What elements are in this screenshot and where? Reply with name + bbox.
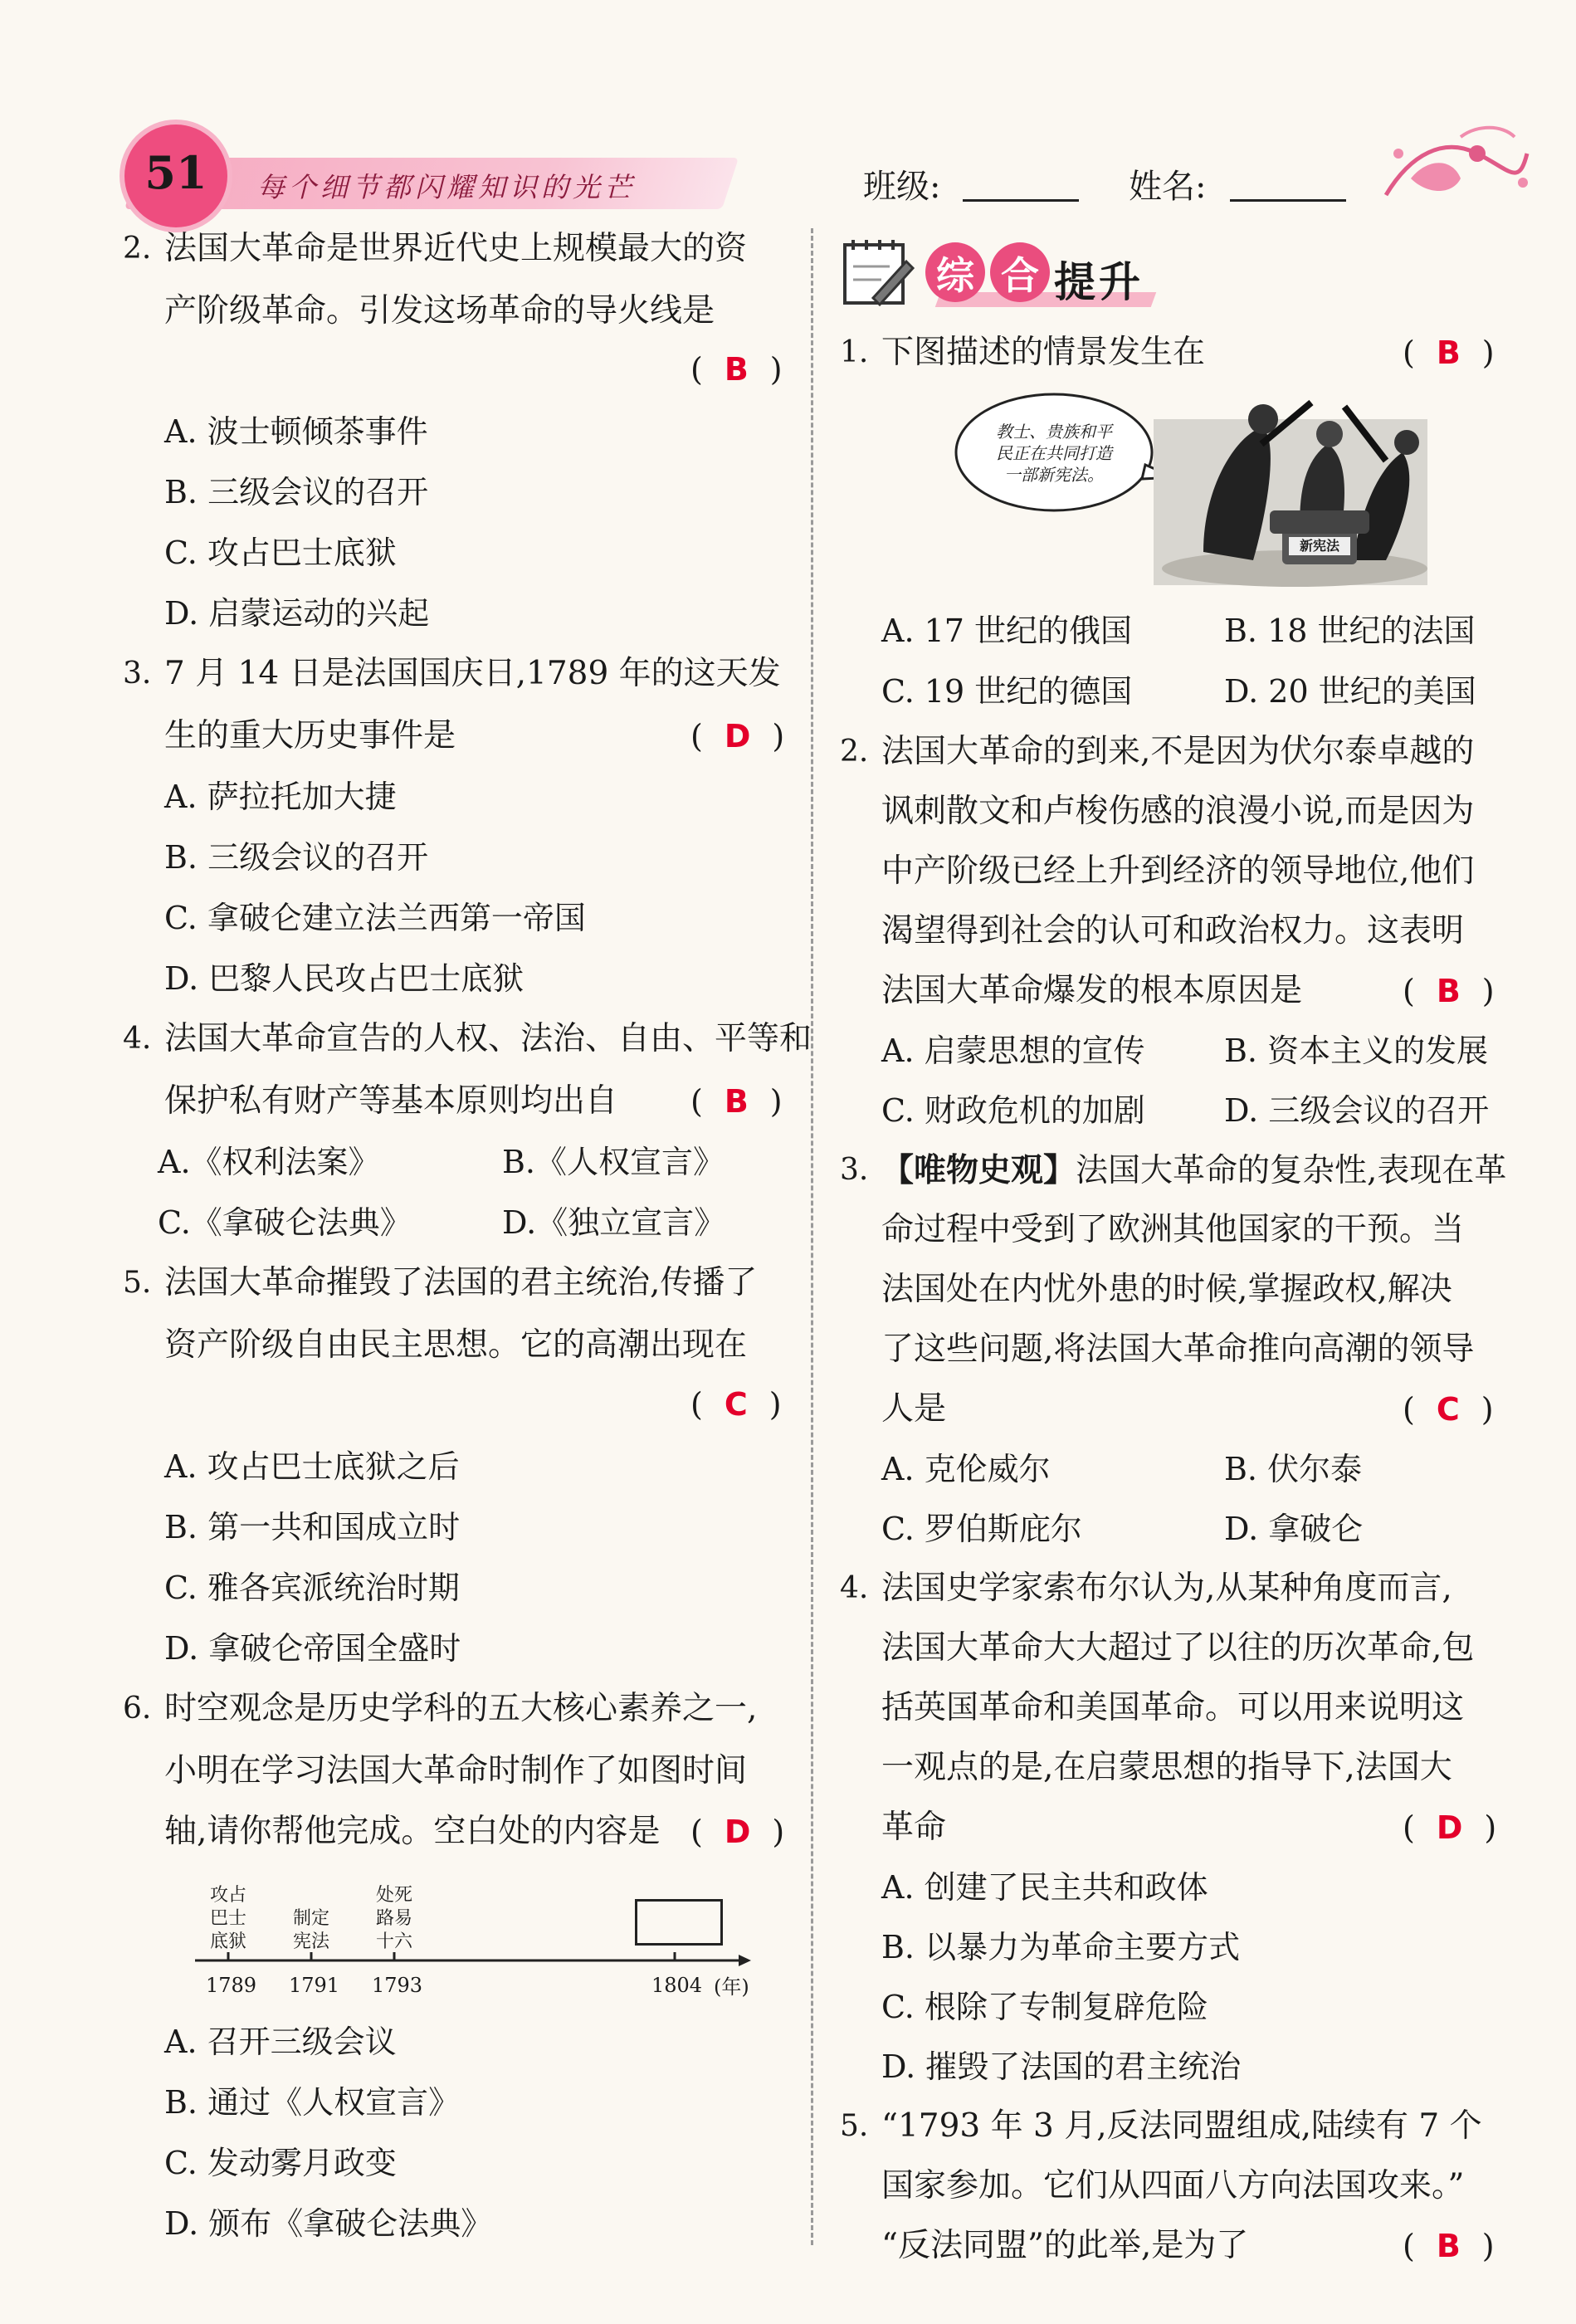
option[interactable]: B. 通过《人权宣言》	[164, 2084, 461, 2121]
question-text: 法国处在内忧外患的时候,掌握政权,解决	[881, 1271, 1452, 1308]
question-text: 讽刺散文和卢梭伤感的浪漫小说,而是因为	[881, 793, 1475, 830]
question-number: 1.	[840, 335, 869, 369]
question-text	[881, 1150, 1506, 1192]
question-text: 时空观念是历史学科的五大核心素养之一,	[164, 1690, 758, 1727]
question-text: 括英国革命和美国革命。可以用来说明这	[881, 1689, 1465, 1726]
option[interactable]: D. 摧毁了法国的君主统治	[881, 2048, 1242, 2085]
question-text: 渴望得到社会的认可和政治权力。这表明	[881, 912, 1465, 950]
question-text: 生的重大历史事件是	[164, 717, 456, 754]
option[interactable]: B. 18 世纪的法国	[1224, 613, 1476, 649]
question-text-part: 法国大革命的复杂性,表现在革	[1076, 1152, 1507, 1189]
header-slogan: 每个细节都闪耀知识的光芒	[257, 171, 636, 203]
timeline-axis	[191, 1949, 772, 1974]
cartoon-illustration	[954, 386, 1436, 589]
answer-bracket: ( D )	[1403, 1809, 1497, 1846]
answer-bracket: ( B )	[1403, 334, 1495, 371]
option[interactable]: A. 萨拉托加大捷	[164, 779, 397, 815]
question-text: 中产阶级已经上升到经济的领导地位,他们	[881, 852, 1475, 890]
cartoon-figures-image	[954, 386, 1436, 589]
timeline-unit: (年)	[714, 1975, 749, 1999]
answer-mark: B	[1436, 334, 1461, 371]
option[interactable]: B. 三级会议的召开	[164, 839, 429, 876]
option[interactable]: C. 发动雾月政变	[164, 2145, 397, 2181]
question-text: 7 月 14 日是法国国庆日,1789 年的这天发	[164, 655, 781, 692]
name-label: 姓名:	[1129, 168, 1207, 206]
question-text: “1793 年 3 月,反法同盟组成,陆续有 7 个	[881, 2107, 1482, 2145]
speech-bubble-text: 教士、贵族和平 民正在共同打造 一部新宪法。	[996, 422, 1112, 485]
question-text: 下图描述的情景发生在	[881, 334, 1206, 371]
answer-mark: B	[1436, 2228, 1461, 2264]
question-number: 4.	[123, 1022, 152, 1056]
question-number: 2.	[123, 232, 152, 266]
flourish-ornament-icon	[1378, 120, 1535, 212]
option[interactable]: A. 召开三级会议	[164, 2024, 397, 2060]
question-number: 6.	[123, 1692, 152, 1726]
question-tag: 【唯物史观】	[881, 1151, 1076, 1189]
answer-bracket: ( B )	[1403, 973, 1495, 1009]
question-text: 资产阶级自由民主思想。它的高潮出现在	[164, 1326, 748, 1364]
timeline-year: 1793	[372, 1974, 423, 1997]
option[interactable]: D. 巴黎人民攻占巴士底狱	[164, 960, 525, 997]
option[interactable]: A. 波士顿倾茶事件	[164, 413, 428, 450]
answer-bracket: ( C )	[1403, 1391, 1494, 1428]
option[interactable]: D. 20 世纪的美国	[1224, 673, 1476, 710]
timeline-event-label: 制定 宪法	[292, 1908, 329, 1952]
question-text: 轴,请你帮他完成。空白处的内容是	[164, 1813, 661, 1850]
question-text: 法国大革命是世界近代史上规模最大的资	[164, 230, 748, 267]
option[interactable]: A. 启蒙思想的宣传	[881, 1033, 1145, 1069]
option[interactable]: B. 三级会议的召开	[164, 474, 429, 510]
answer-bracket: ( B )	[1403, 2228, 1495, 2264]
answer-mark: D	[724, 718, 751, 754]
option[interactable]: C. 拿破仑建立法兰西第一帝国	[164, 900, 586, 936]
timeline-year: 1791	[289, 1974, 340, 1997]
timeline-event-label: 攻占 巴士 底狱	[209, 1885, 246, 1952]
answer-mark: B	[724, 351, 749, 388]
option[interactable]: D. 拿破仑	[1224, 1511, 1364, 1547]
class-blank[interactable]	[963, 199, 1079, 202]
section-title-char: 综	[936, 253, 974, 298]
timeline-blank-box[interactable]	[635, 1899, 723, 1946]
option[interactable]: B. 伏尔泰	[1224, 1451, 1363, 1487]
option[interactable]: B. 资本主义的发展	[1224, 1033, 1489, 1069]
question-text: 产阶级革命。引发这场革命的导火线是	[164, 292, 715, 330]
section-title-char: 合	[1001, 253, 1039, 298]
answer-bracket: ( D )	[690, 1814, 785, 1850]
option[interactable]: A. 创建了民主共和政体	[881, 1869, 1208, 1906]
answer-bracket: ( D )	[690, 718, 785, 754]
option[interactable]: A. 克伦威尔	[881, 1451, 1051, 1487]
answer-mark: B	[1436, 973, 1461, 1009]
question-number: 2.	[840, 735, 869, 769]
anvil-label: 新宪法	[1299, 538, 1339, 554]
option[interactable]: A. 攻占巴士底狱之后	[164, 1448, 460, 1485]
question-number: 5.	[840, 2109, 869, 2143]
timeline-figure	[191, 1884, 772, 2004]
option[interactable]: C. 罗伯斯庇尔	[881, 1511, 1082, 1547]
question-text: 保护私有财产等基本原则均出自	[164, 1082, 618, 1120]
question-text: 法国大革命宣告的人权、法治、自由、平等和	[164, 1020, 812, 1057]
answer-mark: D	[724, 1814, 751, 1850]
name-blank[interactable]	[1230, 199, 1346, 202]
question-text: 了这些问题,将法国大革命推向高潮的领导	[881, 1330, 1475, 1368]
option[interactable]: D. 三级会议的召开	[1224, 1092, 1490, 1129]
page-number: 51	[144, 146, 207, 199]
option[interactable]: B. 第一共和国成立时	[164, 1509, 461, 1545]
option[interactable]: C. 根除了专制复辟危险	[881, 1989, 1208, 2025]
answer-mark: B	[724, 1083, 749, 1120]
answer-bracket: ( C )	[690, 1386, 782, 1423]
option[interactable]: D. 启蒙运动的兴起	[164, 595, 430, 632]
option[interactable]: D.《独立宣言》	[502, 1204, 726, 1241]
question-number: 5.	[123, 1266, 152, 1300]
notebook-pencil-icon	[840, 237, 916, 308]
question-text: 法国史学家索布尔认为,从某种角度而言,	[881, 1570, 1452, 1607]
option[interactable]: C. 攻占巴士底狱	[164, 535, 397, 571]
option[interactable]: C.《拿破仑法典》	[158, 1204, 412, 1241]
option[interactable]: B. 以暴力为革命主要方式	[881, 1929, 1241, 1965]
question-number: 4.	[840, 1571, 869, 1605]
question-text: “反法同盟”的此举,是为了	[881, 2227, 1249, 2264]
column-divider	[811, 228, 813, 2245]
question-text: 法国大革命摧毁了法国的君主统治,传播了	[164, 1264, 758, 1301]
answer-mark: D	[1436, 1809, 1463, 1846]
question-text: 法国大革命大大超过了以往的历次革命,包	[881, 1629, 1475, 1667]
question-text: 法国大革命的到来,不是因为伏尔泰卓越的	[881, 733, 1475, 770]
option[interactable]: C. 19 世纪的德国	[881, 673, 1133, 710]
question-text: 小明在学习法国大革命时制作了如图时间	[164, 1752, 748, 1789]
question-text: 命过程中受到了欧洲其他国家的干预。当	[881, 1211, 1465, 1248]
timeline-year: 1789	[206, 1974, 257, 1997]
answer-bracket: ( B )	[690, 351, 783, 388]
question-number: 3.	[123, 657, 152, 691]
question-text: 革命	[881, 1809, 947, 1846]
option[interactable]: D. 颁布《拿破仑法典》	[164, 2205, 493, 2242]
option[interactable]: A. 17 世纪的俄国	[881, 613, 1133, 649]
timeline-event-label: 处死 路易 十六	[375, 1885, 412, 1952]
option[interactable]: A.《权利法案》	[158, 1144, 380, 1180]
question-text: 国家参加。它们从四面八方向法国攻来。”	[881, 2167, 1465, 2204]
class-label: 班级:	[863, 168, 941, 206]
question-text: 人是	[881, 1390, 947, 1428]
timeline-year: 1804	[651, 1974, 703, 1997]
question-text: 一观点的是,在启蒙思想的指导下,法国大	[881, 1749, 1452, 1786]
answer-mark: C	[1436, 1391, 1460, 1428]
answer-bracket: ( B )	[690, 1083, 783, 1120]
option[interactable]: C. 雅各宾派统治时期	[164, 1570, 460, 1606]
answer-mark: C	[724, 1386, 748, 1423]
question-text: 法国大革命爆发的根本原因是	[881, 972, 1303, 1009]
question-number: 3.	[840, 1153, 869, 1187]
option[interactable]: C. 财政危机的加剧	[881, 1092, 1145, 1129]
section-title: 提升	[1054, 258, 1144, 306]
option[interactable]: D. 拿破仑帝国全盛时	[164, 1630, 461, 1667]
option[interactable]: B.《人权宣言》	[502, 1144, 725, 1180]
